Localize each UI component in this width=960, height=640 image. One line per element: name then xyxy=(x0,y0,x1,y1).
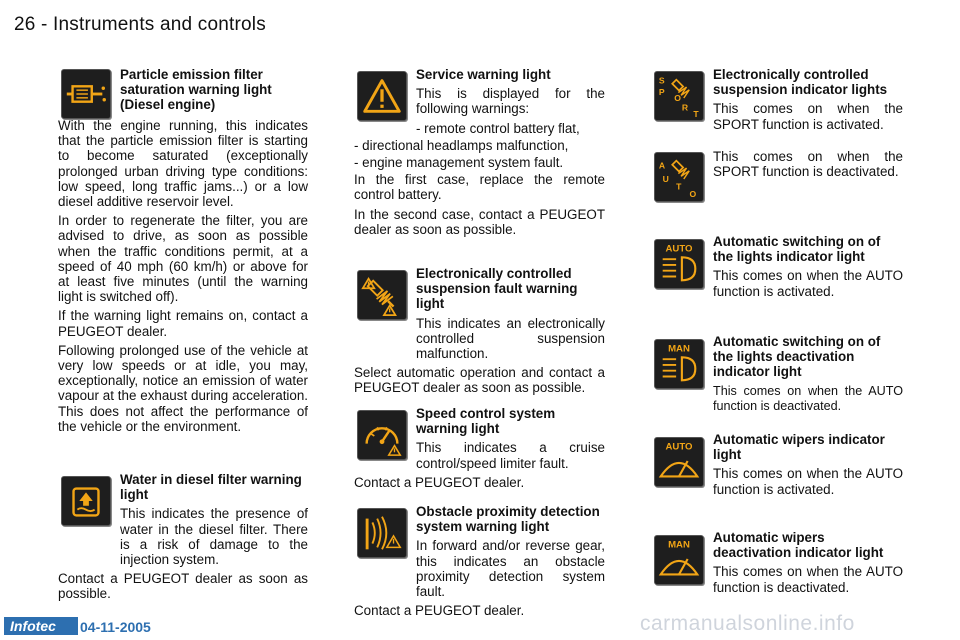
page-number: 26 xyxy=(14,14,36,35)
sport-suspension-section xyxy=(651,67,903,132)
auto-letter-a: A xyxy=(658,160,666,171)
sport-p2: This comes on when the SPORT function is deactivated. xyxy=(713,149,903,180)
particle-filter-p2: In order to regenerate the filter, you are advised to drive, as soon as possible when the traffic conditions permit, at a speed of 40 mph (60 km/h) or above for at least five minutes (until the warning light is switched off). xyxy=(58,213,308,305)
header-separator: - xyxy=(35,14,54,35)
lights-off-title: Automatic switching on of the lights deactivation indicator light xyxy=(713,334,881,380)
obstacle-p1: In forward and/or reverse gear, this indicates an obstacle proximity detection system fault. xyxy=(416,538,605,600)
wipers-off-p1: This comes on when the AUTO function is deactivated. xyxy=(713,564,903,595)
sport-title: Electronically controlled suspension indicator lights xyxy=(713,67,888,98)
service-p1: This is displayed for the following warnings: xyxy=(416,86,605,117)
auto-letter-t: T xyxy=(676,181,682,192)
particle-filter-title: Particle emission filter saturation warning light (Diesel engine) xyxy=(120,67,272,113)
sport-letter-s: S xyxy=(658,75,665,86)
wipers-on-title: Automatic wipers indicator light xyxy=(713,432,885,463)
service-warning-section xyxy=(354,67,605,237)
auto-letter-u: U xyxy=(662,173,669,184)
particle-filter-p4: Following prolonged use of the vehicle at very low speeds or at idle, you may, exceptionally, notice an emission of water vapour at the exhaust during acceleration. This does not affect the performance of the vehicle or the environment. xyxy=(58,342,308,434)
service-title: Service warning light xyxy=(416,67,551,82)
auto-wipers-label: AUTO xyxy=(665,441,693,453)
service-p2: In the first case, replace the remote control battery. xyxy=(354,172,605,203)
water-p2: Contact a PEUGEOT dealer as soon as possible. xyxy=(58,571,308,602)
obstacle-detection-section xyxy=(354,504,605,618)
sport-p1: This comes on when the SPORT function is activated. xyxy=(713,101,903,132)
speed-control-section xyxy=(354,406,605,490)
suspension-fault-p2: Select automatic operation and contact a PEUGEOT dealer as soon as possible. xyxy=(354,365,605,396)
auto-lights-section xyxy=(651,234,903,299)
suspension-fault-p1: This indicates an electronically controlled suspension malfunction. xyxy=(416,315,605,362)
particle-filter-body xyxy=(58,114,308,434)
auto-suspension-section xyxy=(713,149,903,179)
water-p1: This indicates the presence of water in the diesel filter. There is a risk of damage to the injection system. xyxy=(120,506,308,568)
auto-wipers-section xyxy=(651,432,903,497)
infotec-badge: Infotec xyxy=(4,617,78,635)
auto-lights-label: AUTO xyxy=(665,243,693,255)
man-lights-section xyxy=(651,334,903,414)
particle-filter-p1: With the engine running, this indicates that the particle emission filter is starting to become saturated (exceptionally prolonged urban driving type conditions: low speed, long traffic jams...) or a low diesel additive reservoir level. xyxy=(58,118,308,210)
man-lights-label: MAN xyxy=(668,343,690,355)
speed-control-title: Speed control system warning light xyxy=(416,406,556,437)
speed-control-p1: This indicates a cruise control/speed limiter fault. xyxy=(416,440,605,471)
wipers-off-title: Automatic wipers deactivation indicator light xyxy=(713,530,884,561)
suspension-fault-section xyxy=(354,266,605,396)
obstacle-title: Obstacle proximity detection system warning light xyxy=(416,504,600,535)
particle-filter-text-1 xyxy=(58,118,308,209)
man-wipers-section xyxy=(651,530,903,595)
page-header xyxy=(14,14,266,36)
section-title: Instruments and controls xyxy=(53,14,266,35)
man-wipers-label: MAN xyxy=(668,539,690,551)
sport-letter-p: P xyxy=(658,87,665,98)
sport-letter-o: O xyxy=(674,92,681,103)
speed-control-p2: Contact a PEUGEOT dealer. xyxy=(354,474,525,490)
service-p3: In the second case, contact a PEUGEOT dealer as soon as possible. xyxy=(354,206,605,237)
particle-filter-p3: If the warning light remains on, contact a PEUGEOT dealer. xyxy=(58,308,308,339)
service-dash-2: - directional headlamps malfunction, xyxy=(354,137,569,153)
watermark: carmanualsonline.info xyxy=(640,612,855,635)
service-dash-3: - engine management system fault. xyxy=(354,155,564,171)
sport-letter-r: R xyxy=(681,102,689,113)
obstacle-p2: Contact a PEUGEOT dealer. xyxy=(354,603,525,619)
footer-date: 04-11-2005 xyxy=(80,619,151,635)
lights-on-p1: This comes on when the AUTO function is activated. xyxy=(713,268,903,299)
auto-suspension-icon xyxy=(654,152,704,202)
auto-letter-o: O xyxy=(689,189,697,200)
lights-on-title: Automatic switching on of the lights indicator light xyxy=(713,234,881,265)
lights-off-p1: This comes on when the AUTO function is deactivated. xyxy=(713,383,903,413)
sport-letter-t: T xyxy=(693,109,699,120)
water-in-diesel-section xyxy=(58,472,308,602)
suspension-fault-title: Electronically controlled suspension fault warning light xyxy=(416,266,578,312)
service-dash-1: - remote control battery flat, xyxy=(416,120,580,136)
water-title: Water in diesel filter warning light xyxy=(120,472,302,503)
wipers-on-p1: This comes on when the AUTO function is activated. xyxy=(713,466,903,497)
